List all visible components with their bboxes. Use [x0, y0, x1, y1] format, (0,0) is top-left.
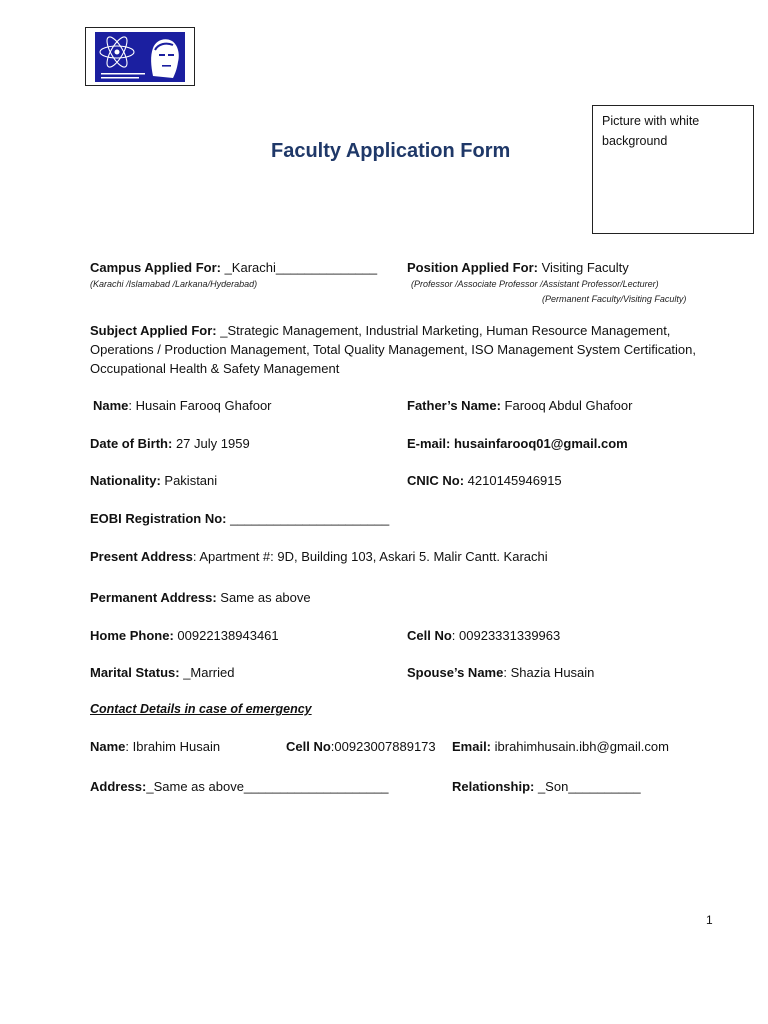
father-name-label: Father’s Name:	[407, 398, 501, 413]
nationality-value: Pakistani	[160, 473, 218, 488]
nationality-label: Nationality:	[90, 473, 161, 488]
emergency-name-label: Name	[90, 739, 126, 754]
eobi-label: EOBI Registration No:	[90, 511, 227, 526]
present-address-value: : Apartment #: 9D, Building 103, Askari 5. Malir Cantt. Karachi	[192, 549, 548, 564]
position-field	[407, 260, 629, 275]
campus-field	[90, 260, 377, 275]
campus-value: _Karachi______________	[220, 260, 378, 275]
email-value: husainfarooq01@gmail.com	[450, 436, 628, 451]
home-phone-value: 00922138943461	[173, 628, 279, 643]
page-number: 1	[706, 913, 713, 927]
cnic-value: 4210145946915	[464, 473, 562, 488]
marital-status-field	[90, 665, 235, 680]
present-address-field	[90, 549, 548, 564]
home-phone-label: Home Phone:	[90, 628, 174, 643]
position-label: Position Applied For:	[407, 260, 538, 275]
dob-label: Date of Birth:	[90, 436, 173, 451]
subject-field	[90, 321, 720, 378]
position-value: Visiting Faculty	[537, 260, 629, 275]
emergency-address-label: Address:	[90, 779, 147, 794]
position-hint-1: (Professor /Associate Professor /Assistant Professor/Lecturer)	[411, 279, 659, 289]
campus-label: Campus Applied For:	[90, 260, 221, 275]
emergency-name-value: : Ibrahim Husain	[125, 739, 221, 754]
dob-field	[90, 436, 250, 451]
form-title: Faculty Application Form	[271, 140, 511, 162]
marital-status-label: Marital Status:	[90, 665, 180, 680]
home-phone-field	[90, 628, 279, 643]
dob-value: 27 July 1959	[172, 436, 250, 451]
email-field	[407, 436, 628, 451]
cnic-field	[407, 473, 562, 488]
permanent-address-label: Permanent Address:	[90, 590, 217, 605]
email-label: E-mail:	[407, 436, 451, 451]
spouse-name-value: : Shazia Husain	[503, 665, 595, 680]
atom-portrait-icon	[95, 32, 185, 82]
emergency-cell-label: Cell No	[286, 739, 331, 754]
emergency-address-field	[90, 779, 389, 794]
emergency-address-value: _Same as above____________________	[146, 779, 389, 794]
eobi-field	[90, 511, 389, 526]
emergency-cell-field	[286, 739, 436, 754]
permanent-address-field	[90, 590, 311, 605]
cell-no-label: Cell No	[407, 628, 452, 643]
subject-value: _Strategic Management, Industrial Marketing, Human Resource Management, Operations / Production Management, Total Quality Management, ISO Management System Certification, Occupational Health & Safety Management	[90, 323, 697, 376]
subject-label: Subject Applied For:	[90, 323, 217, 338]
spouse-name-field	[407, 665, 594, 680]
emergency-cell-value: :00923007889173	[330, 739, 436, 754]
cnic-label: CNIC No:	[407, 473, 465, 488]
name-value: : Husain Farooq Ghafoor	[128, 398, 272, 413]
cell-no-value: : 00923331339963	[451, 628, 561, 643]
institute-logo	[85, 27, 195, 86]
father-name-value: Farooq Abdul Ghafoor	[500, 398, 633, 413]
relationship-label: Relationship:	[452, 779, 535, 794]
campus-hint: (Karachi /Islamabad /Larkana/Hyderabad)	[90, 279, 258, 289]
present-address-label: Present Address	[90, 549, 193, 564]
emergency-email-label: Email:	[452, 739, 492, 754]
cell-no-field	[407, 628, 560, 643]
photo-placeholder-box	[592, 105, 754, 234]
logo-emblem	[95, 32, 185, 82]
emergency-email-field	[452, 739, 669, 754]
spouse-name-label: Spouse’s Name	[407, 665, 504, 680]
permanent-address-value: Same as above	[216, 590, 311, 605]
emergency-name-field	[90, 739, 220, 754]
marital-status-value: _Married	[179, 665, 235, 680]
position-hint-2: (Permanent Faculty/Visiting Faculty)	[542, 294, 687, 304]
emergency-email-value: ibrahimhusain.ibh@gmail.com	[491, 739, 669, 754]
eobi-value: ______________________	[226, 511, 390, 526]
emergency-contact-heading: Contact Details in case of emergency	[90, 702, 312, 716]
relationship-value: _Son__________	[534, 779, 641, 794]
name-field	[93, 398, 272, 413]
father-name-field	[407, 398, 632, 413]
nationality-field	[90, 473, 217, 488]
name-label: Name	[93, 398, 129, 413]
relationship-field	[452, 779, 641, 794]
photo-box-text: Picture with white background	[602, 114, 700, 148]
